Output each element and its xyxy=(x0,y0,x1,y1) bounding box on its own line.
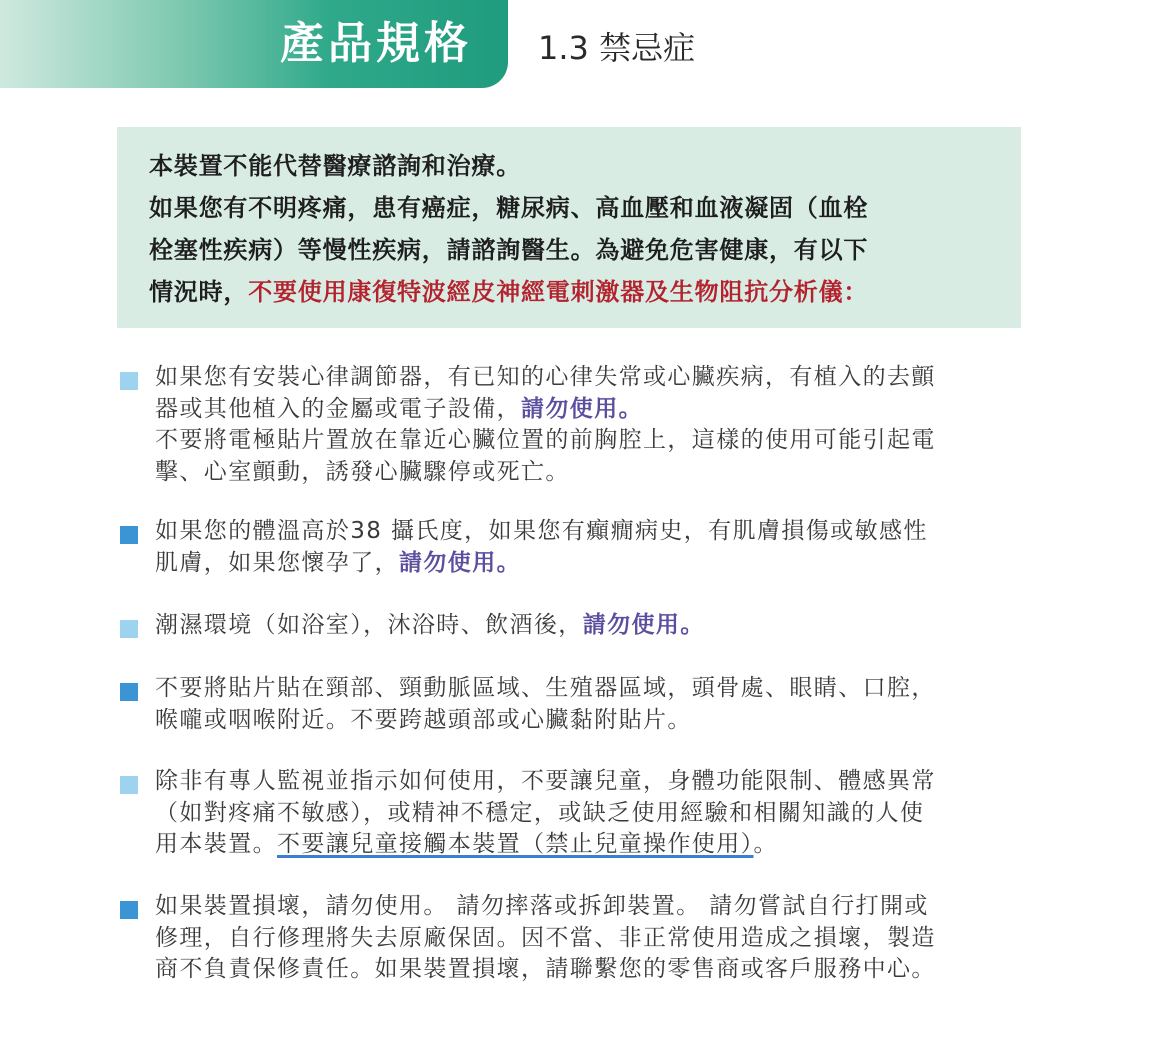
bullet-square-icon xyxy=(120,526,138,544)
bullet-square-icon xyxy=(120,372,138,390)
item-line-prefix: 肌膚，如果您懷孕了， xyxy=(155,549,399,576)
do-not-use-emphasis: 請勿使用 xyxy=(582,612,681,638)
item-line xyxy=(155,610,1030,642)
contraindication-item-pacemaker xyxy=(120,362,1030,488)
notice-warning-red: 不要使用康復特波經皮神經電刺激器及生物阻抗分析儀： xyxy=(248,278,869,306)
item-line: 不要將電極貼片置放在靠近心臟位置的前胸腔上，這樣的使用可能引起電 xyxy=(155,427,936,453)
contraindication-item-damaged xyxy=(120,891,1030,986)
item-line: 如果您有安裝心律調節器，有已知的心律失常或心臟疾病，有植入的去顫 xyxy=(155,364,936,390)
item-line xyxy=(155,829,1030,861)
children-warning-underlined: 不要讓兒童接觸本裝置（禁止兒童操作使用） xyxy=(277,831,754,857)
item-line: 不要將貼片貼在頸部、頸動脈區域、生殖器區域，頭骨處、眼睛、口腔， xyxy=(155,675,936,701)
notice-line-2: 如果您有不明疼痛，患有癌症，糖尿病、高血壓和血液凝固（血栓 xyxy=(149,194,869,222)
item-line-prefix: 用本裝置。 xyxy=(155,831,277,857)
contraindication-item-children xyxy=(120,766,1030,861)
item-line-prefix: 潮濕環境（如浴室），沐浴時、飲酒後， xyxy=(155,612,583,638)
item-line: （如對疼痛不敏感），或精神不穩定，或缺乏使用經驗和相關知識的人使 xyxy=(155,799,925,826)
item-line-suffix: 。 xyxy=(618,395,644,422)
do-not-use-emphasis: 請勿使用 xyxy=(521,395,619,422)
notice-line-4 xyxy=(149,271,1001,313)
item-line: 商不負責保修責任。如果裝置損壞，請聯繫您的零售商或客戶服務中心。 xyxy=(155,956,936,982)
notice-line-4-prefix: 情況時， xyxy=(149,278,249,306)
notice-line-3: 栓塞性疾病）等慢性疾病，請諮詢醫生。為避免危害健康，有以下 xyxy=(149,236,869,264)
item-line: 擊、心室顫動，誘發心臟驟停或死亡。 xyxy=(155,458,570,485)
item-line: 如果裝置損壞，請勿使用。 請勿摔落或拆卸裝置。 請勿嘗試自行打開或 xyxy=(155,893,929,919)
notice-line-1: 本裝置不能代替醫療諮詢和治療。 xyxy=(149,152,521,180)
page-title: 產品規格 xyxy=(280,18,472,69)
item-line-prefix: 器或其他植入的金屬或電子設備， xyxy=(155,395,521,422)
item-line: 除非有專人監視並指示如何使用，不要讓兒童，身體功能限制、體感異常 xyxy=(155,768,936,794)
contraindication-item-placement xyxy=(120,673,1030,736)
warning-notice-box xyxy=(117,127,1021,328)
bullet-square-icon xyxy=(120,620,138,638)
item-line xyxy=(155,548,1030,580)
item-line: 如果您的體溫高於38 攝氏度，如果您有癲癇病史，有肌膚損傷或敏感性 xyxy=(155,518,928,544)
item-line-suffix: 。 xyxy=(753,831,778,857)
do-not-use-emphasis: 請勿使用 xyxy=(399,549,497,576)
bullet-square-icon xyxy=(120,901,138,919)
bullet-square-icon xyxy=(120,776,138,794)
contraindication-item-humid xyxy=(120,610,1030,642)
item-line-suffix: 。 xyxy=(496,549,522,576)
item-line-suffix: 。 xyxy=(680,612,705,638)
bullet-square-icon xyxy=(120,683,138,701)
item-line: 喉嚨或咽喉附近。不要跨越頭部或心臟黏附貼片。 xyxy=(155,706,692,733)
item-line xyxy=(155,394,1030,426)
section-heading: 1.3 禁忌症 xyxy=(538,29,696,67)
contraindication-item-fever xyxy=(120,516,1030,579)
item-line: 修理，自行修理將失去原廠保固。因不當、非正常使用造成之損壞，製造 xyxy=(155,924,936,951)
